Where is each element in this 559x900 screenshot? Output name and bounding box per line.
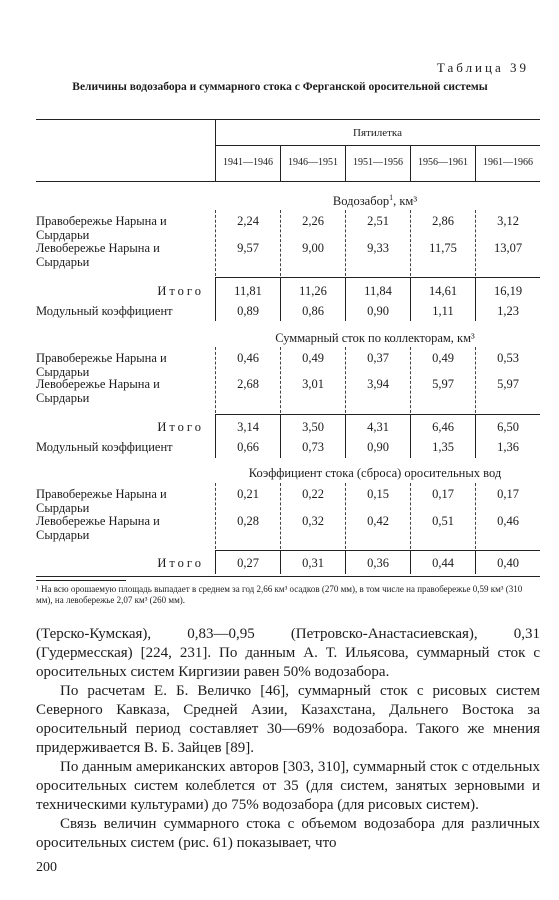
- table-label: Таблица 39: [436, 60, 529, 75]
- header-group-label: Пятилетка: [353, 127, 402, 139]
- header-col-rule: [475, 145, 476, 181]
- column-rule: [345, 210, 346, 276]
- table-cell: 0,40: [497, 556, 519, 570]
- column-rule: [280, 347, 281, 413]
- table-top-rule: [36, 119, 540, 120]
- column-rule: [215, 347, 216, 413]
- table-cell: 0,46: [497, 514, 519, 528]
- table-cell: 6,46: [432, 420, 454, 434]
- body-paragraph: По расчетам Е. Б. Величко [46], суммарный сток с рисовых систем Северного Кавказа, Средней Азии, Казахстана, Дальнего Востока за оросительный период составляет 30—69% водозабора. Такого же мнения придерживается В. Б. Зайцев [89].: [36, 683, 540, 756]
- row-label: Левобережье Нарына и Сырдарьи: [36, 241, 160, 269]
- row-label: Правобережье Нарына и Сырдарьи: [36, 487, 167, 515]
- table-cell: 0,42: [367, 514, 389, 528]
- table-title: Величины водозабора и суммарного стока с Ферганской оросительной системы: [72, 81, 488, 93]
- column-rule: [475, 550, 476, 574]
- row-label: Левобережье Нарына и Сырдарьи: [36, 377, 160, 405]
- table-cell: 2,86: [432, 214, 454, 228]
- table-cell: 0,36: [367, 556, 389, 570]
- table-cell: 1,35: [432, 440, 454, 454]
- page-number: 200: [36, 860, 57, 875]
- column-rule: [280, 414, 281, 458]
- table-cell: 0,49: [302, 351, 324, 365]
- table-cell: 0,49: [432, 351, 454, 365]
- table-cell: 0,44: [432, 556, 454, 570]
- table-cell: 11,26: [299, 284, 327, 298]
- header-col-rule: [280, 145, 281, 181]
- column-rule: [280, 483, 281, 549]
- column-rule: [280, 210, 281, 276]
- table-cell: 0,90: [367, 440, 389, 454]
- period-header: 1941—1946: [223, 157, 273, 168]
- table-cell: 9,33: [367, 241, 389, 255]
- table-cell: 4,31: [367, 420, 389, 434]
- column-rule: [410, 414, 411, 458]
- table-cell: 2,26: [302, 214, 324, 228]
- column-rule: [215, 414, 216, 458]
- table-cell: 1,36: [497, 440, 519, 454]
- table-cell: 1,23: [497, 304, 519, 318]
- column-rule: [215, 550, 216, 574]
- table-cell: 3,50: [302, 420, 324, 434]
- row-label: Правобережье Нарына и Сырдарьи: [36, 351, 167, 379]
- total-label: Итого: [157, 420, 204, 434]
- table-cell: 9,57: [237, 241, 259, 255]
- total-rule: [215, 277, 540, 278]
- table-cell: 0,17: [432, 487, 454, 501]
- table-cell: 11,75: [429, 241, 457, 255]
- modulus-label: Модульный коэффициент: [36, 304, 173, 318]
- column-rule: [410, 550, 411, 574]
- body-paragraph: Связь величин суммарного стока с объемом водозабора для различных оросительных систем (рис. 61) показывает, что: [36, 816, 540, 851]
- table-cell: 0,28: [237, 514, 259, 528]
- table-cell: 0,89: [237, 304, 259, 318]
- column-rule: [215, 277, 216, 321]
- table-cell: 2,68: [237, 377, 259, 391]
- table-cell: 0,27: [237, 556, 259, 570]
- table-cell: 11,81: [234, 284, 262, 298]
- column-rule: [475, 210, 476, 276]
- header-bottom-rule: [36, 181, 540, 182]
- table-cell: 0,15: [367, 487, 389, 501]
- table-cell: 3,94: [367, 377, 389, 391]
- table-bottom-rule: [36, 576, 540, 577]
- table-cell: 0,90: [367, 304, 389, 318]
- table-cell: 2,24: [237, 214, 259, 228]
- row-label: Правобережье Нарына и Сырдарьи: [36, 214, 167, 242]
- column-rule: [345, 347, 346, 413]
- table-cell: 5,97: [432, 377, 454, 391]
- column-rule: [475, 414, 476, 458]
- modulus-label: Модульный коэффициент: [36, 440, 173, 454]
- table-cell: 0,21: [237, 487, 259, 501]
- column-rule: [475, 483, 476, 549]
- table-cell: 0,37: [367, 351, 389, 365]
- table-cell: 14,61: [428, 284, 458, 298]
- row-label: Левобережье Нарына и Сырдарьи: [36, 514, 160, 542]
- table-cell: 3,14: [237, 420, 259, 434]
- column-rule: [345, 277, 346, 321]
- column-rule: [410, 210, 411, 276]
- column-rule: [345, 550, 346, 574]
- total-label: Итого: [157, 556, 204, 570]
- section-title: Водозабор$^1$, км³: [332, 193, 418, 209]
- period-header: 1961—1966: [483, 157, 533, 168]
- table-cell: 1,11: [432, 304, 454, 318]
- table-cell: 0,31: [302, 556, 324, 570]
- column-rule: [215, 483, 216, 549]
- table-cell: 3,01: [302, 377, 324, 391]
- header-col-rule: [215, 119, 216, 181]
- column-rule: [410, 347, 411, 413]
- table-cell: 2,51: [367, 214, 389, 228]
- body-paragraph: (Терско-Кумская), 0,83—0,95 (Петровско-Анастасиевская), 0,31 (Гудермесская) [224, 231]. По данным А. Т. Ильясова, суммарный сток с оросительных систем Киргизии равен 50% водозабора.: [36, 626, 540, 680]
- table-cell: 0,22: [302, 487, 324, 501]
- section-title: Суммарный сток по коллекторам, км³: [275, 331, 475, 345]
- column-rule: [345, 483, 346, 549]
- section-title: Коэффициент стока (сброса) оросительных вод: [248, 466, 502, 480]
- column-rule: [280, 277, 281, 321]
- column-rule: [410, 483, 411, 549]
- table-cell: 0,86: [302, 304, 324, 318]
- column-rule: [280, 550, 281, 574]
- column-rule: [215, 210, 216, 276]
- table-cell: 9,00: [302, 241, 324, 255]
- total-rule: [215, 414, 540, 415]
- body-paragraph: По данным американских авторов [303, 310], суммарный сток с отдельных оросительных систем колеблется от 35 (для систем, занятых зерновыми и техническими культурами) до 75% водозабора (для рисовых систем).: [36, 759, 540, 813]
- table-cell: 3,12: [497, 214, 519, 228]
- period-header: 1956—1961: [418, 157, 468, 168]
- table-cell: 0,73: [302, 440, 324, 454]
- total-label: Итого: [157, 284, 204, 298]
- table-cell: 0,51: [432, 514, 454, 528]
- header-col-rule: [410, 145, 411, 181]
- period-header: 1951—1956: [353, 157, 403, 168]
- table-cell: 13,07: [493, 241, 523, 255]
- column-rule: [345, 414, 346, 458]
- footnote-rule: [36, 580, 126, 581]
- table-cell: 6,50: [497, 420, 519, 434]
- column-rule: [475, 277, 476, 321]
- table-cell: 16,19: [493, 284, 523, 298]
- table-cell: 0,17: [497, 487, 519, 501]
- table-cell: 0,46: [237, 351, 259, 365]
- table-cell: 11,84: [364, 284, 392, 298]
- table-cell: 0,66: [237, 440, 259, 454]
- column-rule: [475, 347, 476, 413]
- total-rule: [215, 550, 540, 551]
- table-cell: 5,97: [497, 377, 519, 391]
- header-group-rule: [215, 145, 540, 146]
- header-col-rule: [345, 145, 346, 181]
- column-rule: [410, 277, 411, 321]
- table-cell: 0,32: [302, 514, 324, 528]
- footnote: ¹ На всю орошаемую площадь выпадает в среднем за год 2,66 км³ осадков (270 мм), в том числе на правобережье 0,59 км³ (310 мм), на левобережье 2,07 км³ (260 мм).: [36, 584, 523, 605]
- period-header: 1946—1951: [288, 157, 338, 168]
- table-cell: 0,53: [497, 351, 519, 365]
